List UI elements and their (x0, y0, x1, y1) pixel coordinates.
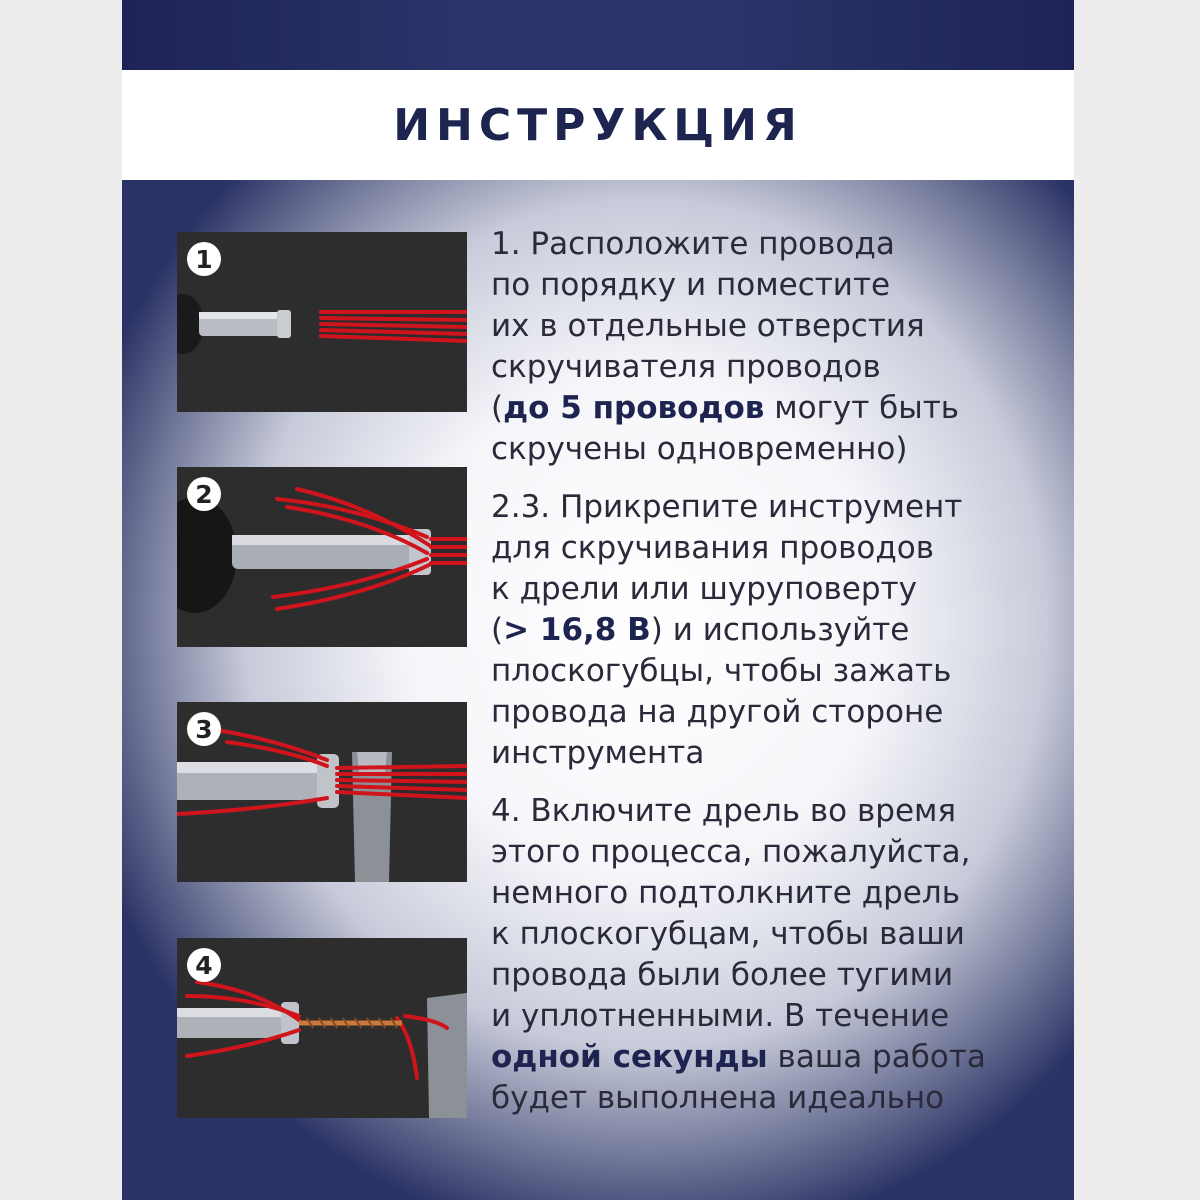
emphasis-text: одной секунды (491, 1039, 768, 1075)
instruction-text: этого процесса, пожалуйста, (491, 834, 971, 870)
instruction-line (491, 429, 1061, 470)
step-2-image (177, 467, 467, 647)
step-4-image (177, 938, 467, 1118)
instruction-text: 1. Расположите провода (491, 226, 895, 262)
instruction-line (491, 996, 1061, 1037)
instruction-line (491, 569, 1061, 610)
instruction-line (491, 1037, 1061, 1078)
instruction-line (491, 347, 1061, 388)
instruction-text: к плоскогубцам, чтобы ваши (491, 916, 965, 952)
instruction-text: ( (491, 390, 504, 426)
instruction-line (491, 791, 1061, 832)
instruction-text: к дрели или шуруповерту (491, 571, 917, 607)
instruction-text: провода были более тугими (491, 957, 954, 993)
instruction-line (491, 265, 1061, 306)
instruction-text: скручены одновременно) (491, 431, 908, 467)
instruction-text: могут быть (764, 390, 960, 426)
instruction-line (491, 487, 1061, 528)
instruction-line (491, 733, 1061, 774)
instruction-text: немного подтолкните дрель (491, 875, 960, 911)
instruction-text: провода на другой стороне (491, 694, 944, 730)
instruction-line (491, 651, 1061, 692)
instruction-text: 4. Включите дрель во время (491, 793, 957, 829)
top-bar (122, 0, 1074, 70)
instruction-text: для скручивания проводов (491, 530, 935, 566)
step-4-text (491, 791, 1061, 1119)
instruction-line (491, 692, 1061, 733)
emphasis-text: > 16,8 В (503, 612, 651, 648)
instruction-text: ) и используйте (650, 612, 910, 648)
instruction-line (491, 528, 1061, 569)
step-number-badge: 3 (187, 712, 221, 746)
instruction-text: будет выполнена идеально (491, 1080, 945, 1116)
instruction-line (491, 610, 1061, 651)
step-number-badge: 1 (187, 242, 221, 276)
instruction-line (491, 224, 1061, 265)
step-2-text (491, 487, 1061, 774)
instruction-line (491, 914, 1061, 955)
page-title: ИНСТРУКЦИЯ (393, 99, 803, 151)
instruction-line (491, 955, 1061, 996)
instruction-text: инструмента (491, 735, 705, 771)
instruction-line (491, 1078, 1061, 1119)
instruction-text: по порядку и поместите (491, 267, 891, 303)
instruction-text: скручивателя проводов (491, 349, 881, 385)
step-number-badge: 4 (187, 948, 221, 982)
step-1-text (491, 224, 1061, 470)
instruction-card (122, 0, 1074, 1200)
instruction-text: и уплотненными. В течение (491, 998, 950, 1034)
instruction-line (491, 832, 1061, 873)
instruction-text: ( (491, 612, 504, 648)
instruction-text: ваша работа (767, 1039, 986, 1075)
instruction-text: их в отдельные отверстия (491, 308, 925, 344)
title-bar (122, 70, 1074, 180)
step-1-image (177, 232, 467, 412)
instruction-line (491, 306, 1061, 347)
step-3-image (177, 702, 467, 882)
instruction-text: плоскогубцы, чтобы зажать (491, 653, 952, 689)
instruction-text: 2.3. Прикрепите инструмент (491, 489, 963, 525)
step-number-badge: 2 (187, 477, 221, 511)
instruction-line (491, 388, 1061, 429)
instruction-line (491, 873, 1061, 914)
emphasis-text: до 5 проводов (503, 390, 765, 426)
